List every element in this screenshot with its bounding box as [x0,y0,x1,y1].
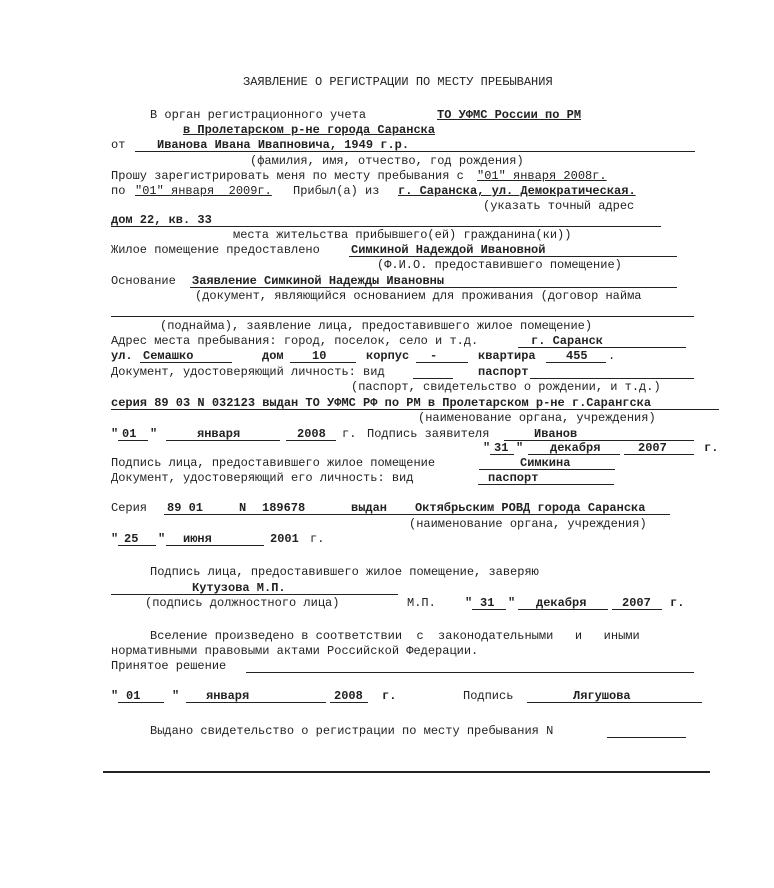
provider-year-line [624,454,694,455]
final-day: 01 [126,689,141,703]
address-city: г. Саранск [531,334,604,348]
passport-series-label: Серия [111,501,148,515]
id-doc-label: Документ, удостоверяющий личность: вид [111,365,385,379]
passport-month-line [166,545,264,546]
certify-month: декабря [536,596,587,610]
id-doc-series: серия 89 03 N 032123 выдан ТО УФМС РФ по РМ в Пролетарском р-не г.Сарангска [111,396,652,410]
passport-year: 2001 [270,532,299,546]
passport-day-line [118,545,156,546]
caption-address-2: места жительства прибывшего(ей) гражданина(ки)) [233,228,572,242]
final-sign-line [527,702,702,703]
street-line [140,362,232,363]
passport-org-caption: (наименование органа, учреждения) [409,517,647,531]
certify-year-suffix: г. [670,596,685,610]
apt-line [546,362,606,363]
certify-quote-close: " [508,596,516,610]
applicant-year-suffix: г. [342,427,357,441]
provider-month: декабря [550,441,601,455]
passport-number: 189678 [262,501,306,515]
provider-doc-type: паспорт [488,471,539,485]
final-day-line [118,702,164,703]
from-label: от [111,138,126,152]
house-value: 10 [312,349,327,363]
id-doc-type: паспорт [478,365,529,379]
applicant-year-line [286,440,336,441]
provider-doc-type-line [478,484,614,485]
applicant-signature: Иванов [534,427,578,441]
korpus-label: корпус [366,349,410,363]
certify-official: Кутузова М.П. [192,581,286,595]
passport-n-label: N [239,501,247,515]
provider-year: 2007 [638,441,667,455]
applicant-day-line [118,440,148,441]
certify-year: 2007 [622,596,651,610]
passport-series: 89 01 [167,501,204,515]
date-to: "01" января 2009г. [135,184,272,198]
id-doc-series-line [111,409,719,410]
arrived-from: г. Саранска, ул. Демократическая. [398,184,636,198]
housing-label: Жилое помещение предоставлено [111,243,320,257]
final-quote-open: " [111,689,119,703]
certify-day-line [472,609,506,610]
bottom-separator [103,771,710,773]
address-label: Адрес места пребывания: город, поселок, село и т.д. [111,334,479,348]
final-signature: Лягушова [573,689,631,703]
basis-value: Заявление Симкиной Надежды Ивановны [192,274,445,288]
final-quote-close: " [172,689,180,703]
passport-month: июня [183,532,212,546]
certify-year-line [612,609,662,610]
passport-day: 25 [124,532,139,546]
from-caption: (фамилия, имя, отчество, год рождения) [250,154,524,168]
passport-line [164,514,670,515]
final-sign-label: Подпись [463,689,514,703]
passport-quote-close: " [158,532,166,546]
decision-text-1: Вселение произведено в соответствии с законодательными и иными [150,629,640,643]
provider-signature: Симкина [520,456,571,470]
certify-text: Подпись лица, предоставившего жилое помещение, заверяю [150,565,539,579]
decision-label: Принятое решение [111,659,227,673]
id-doc-type-line-b [530,378,694,379]
provider-quote-open: " [483,441,491,455]
provider-month-line [528,454,620,455]
house-label: дом [262,349,284,363]
final-month: января [206,689,250,703]
date-from: "01" января 2008г. [477,169,607,183]
organ-name: ТО УФМС России по РМ [437,108,582,122]
passport-issued-by: Октябрьским РОВД города Саранска [415,501,646,515]
final-year-suffix: г. [382,689,397,703]
applicant-year: 2008 [297,427,326,441]
provider-year-suffix: г. [704,441,719,455]
issued-number-line [607,737,686,738]
apt-label: квартира [478,349,536,363]
house-line [290,362,356,363]
to-label: по [111,184,126,198]
provider-quote-close: " [516,441,524,455]
basis-caption-2: (поднайма), заявление лица, предоставившего жилое помещение) [160,319,593,333]
id-doc-caption: (паспорт, свидетельство о рождении, и т.д.) [351,380,661,394]
certify-day: 31 [480,596,495,610]
caption-address: (указать точный адрес [483,199,635,213]
certify-caption: (подпись должностного лица) [145,596,340,610]
housing-caption: (Ф.И.О. предоставившего помещение) [377,258,622,272]
arrived-label: Прибыл(а) из [293,184,380,198]
provider-day: 31 [494,441,509,455]
apt-value: 455 [566,349,588,363]
organ-name-2: в Пролетарском р-не города Саранска [183,123,436,137]
from-value: Иванова Ивана Ивапновича, 1949 г.р. [157,138,410,152]
issued-text: Выдано свидетельство о регистрации по месту пребывания N [150,724,554,738]
street-label: ул. [111,349,133,363]
address-line [111,226,661,227]
certify-month-line [518,609,608,610]
street-value: Семашко [143,349,194,363]
passport-year-suffix: г. [310,532,325,546]
provider-day-line [490,454,514,455]
final-month-line [186,702,326,703]
passport-issued-label: выдан [351,501,388,515]
provider-sign-label: Подпись лица, предоставившего жилое помещение [111,456,436,470]
organ-label: В орган регистрационного учета [150,108,367,122]
apt-dot: . [608,349,616,363]
housing-line [349,256,677,257]
certify-sign-line [111,594,398,595]
basis-label: Основание [111,274,176,288]
applicant-quote-close: " [150,427,158,441]
korpus-value: - [430,349,438,363]
final-year: 2008 [334,689,363,703]
applicant-sign-label: Подпись заявителя [367,427,490,441]
basis-line [190,287,677,288]
korpus-line [416,362,468,363]
passport-quote-open: " [111,532,119,546]
basis-caption-1: (документ, являющийся основанием для проживания (договор найма [195,289,642,303]
provider-sign-line [479,469,615,470]
from-line [135,151,695,152]
page-title: ЗАЯВЛЕНИЕ О РЕГИСТРАЦИИ ПО МЕСТУ ПРЕБЫВАНИЯ [243,75,553,89]
id-doc-type-line-a [413,378,453,379]
applicant-quote-open: " [111,427,119,441]
decision-text-2: нормативными правовыми актами Российской Федерации. [111,644,479,658]
certify-quote-open: " [465,596,473,610]
basis-extra-line [111,316,694,317]
applicant-month-line [166,440,280,441]
housing-provider: Симкиной Надеждой Ивановной [351,243,546,257]
provider-doc-label: Документ, удостоверяющий его личность: вид [111,471,414,485]
request-text: Прошу зарегистрировать меня по месту пребывания с [111,169,464,183]
certify-mp: М.П. [407,596,436,610]
city-line [518,347,686,348]
applicant-day: 01 [122,427,137,441]
address-continued: дом 22, кв. 33 [111,213,212,227]
decision-line [246,672,694,673]
final-year-line [330,702,368,703]
applicant-month: января [197,427,241,441]
id-doc-org-caption: (наименование органа, учреждения) [418,411,656,425]
